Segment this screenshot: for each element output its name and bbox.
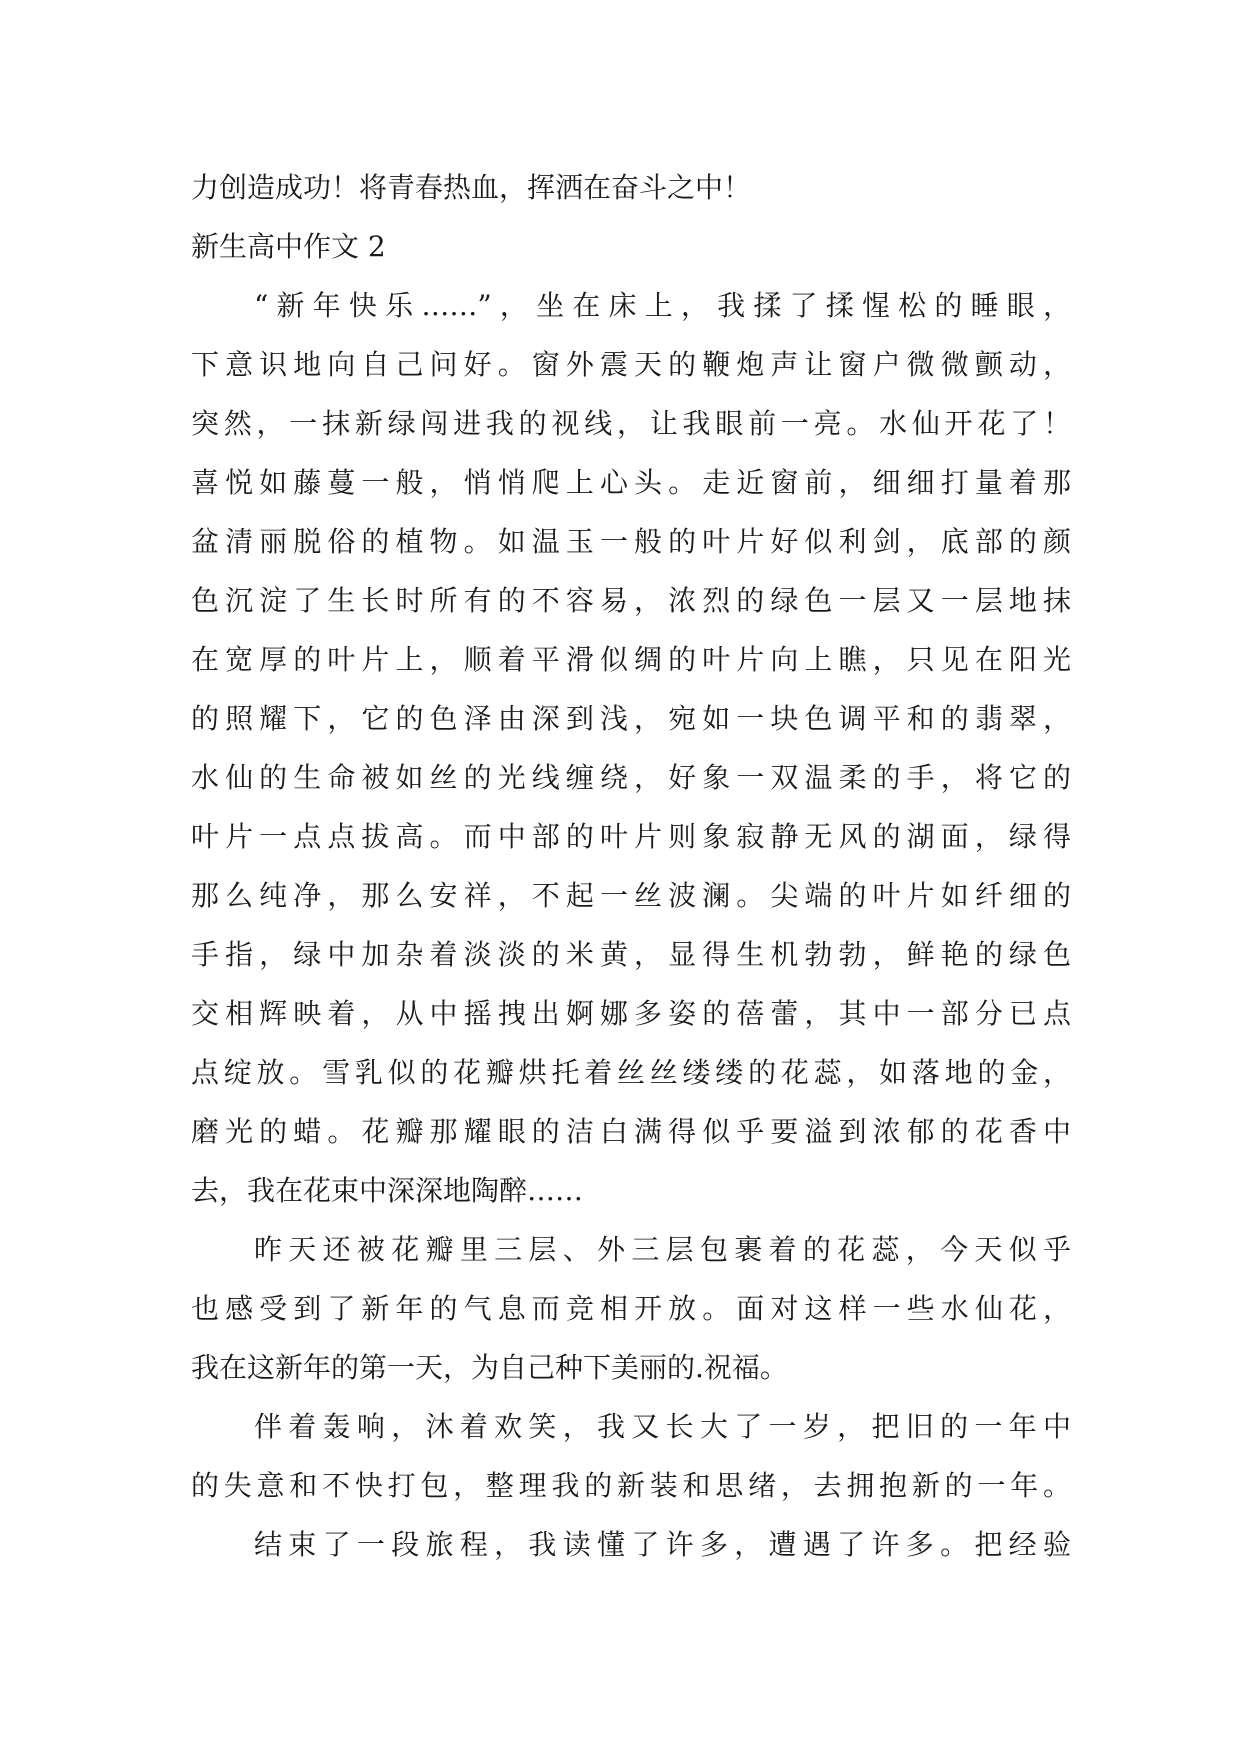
- text-line: 我在这新年的第一天，为自己种下美丽的.祝福。: [191, 1351, 788, 1384]
- text-line: 伴着轰响，沐着欢笑，我又长大了一岁，把旧的一年中: [254, 1410, 1071, 1443]
- text-line: 盆清丽脱俗的植物。如温玉一般的叶片好似利剑，底部的颜: [191, 525, 1071, 558]
- text-line: 的照耀下，它的色泽由深到浅，宛如一块色调平和的翡翠，: [191, 702, 1071, 735]
- text-line: 磨光的蜡。花瓣那耀眼的洁白满得似乎要溢到浓郁的花香中: [191, 1115, 1071, 1148]
- text-line: 昨天还被花瓣里三层、外三层包裹着的花蕊，今天似乎: [254, 1233, 1071, 1266]
- section-heading: 新生高中作文 2: [191, 230, 386, 263]
- text-line: 喜悦如藤蔓一般，悄悄爬上心头。走近窗前，细细打量着那: [191, 466, 1071, 499]
- text-line: 那么纯净，那么安祥，不起一丝波澜。尖端的叶片如纤细的: [191, 879, 1071, 912]
- text-line: 手指，绿中加杂着淡淡的米黄，显得生机勃勃，鲜艳的绿色: [191, 938, 1071, 971]
- text-line: 叶片一点点拔高。而中部的叶片则象寂静无风的湖面，绿得: [191, 820, 1071, 853]
- text-line: 下意识地向自己问好。窗外震天的鞭炮声让窗户微微颤动，: [191, 348, 1071, 381]
- text-line: 力创造成功！将青春热血，挥洒在奋斗之中！: [191, 171, 752, 204]
- text-line: 去，我在花束中深深地陶醉……: [191, 1174, 584, 1207]
- text-line: 水仙的生命被如丝的光线缠绕，好象一双温柔的手，将它的: [191, 761, 1071, 794]
- text-line: 在宽厚的叶片上，顺着平滑似绸的叶片向上瞧，只见在阳光: [191, 643, 1071, 676]
- text-line: 交相辉映着，从中摇拽出婀娜多姿的蓓蕾，其中一部分已点: [191, 997, 1071, 1030]
- text-line: “新年快乐……”，坐在床上，我揉了揉惺松的睡眼，: [254, 289, 1071, 322]
- text-line: 的失意和不快打包，整理我的新装和思绪，去拥抱新的一年。: [191, 1469, 1071, 1502]
- text-line: 点绽放。雪乳似的花瓣烘托着丝丝缕缕的花蕊，如落地的金，: [191, 1056, 1071, 1089]
- text-line: 突然，一抹新绿闯进我的视线，让我眼前一亮。水仙开花了！: [191, 407, 1071, 440]
- text-line: 色沉淀了生长时所有的不容易，浓烈的绿色一层又一层地抹: [191, 584, 1071, 617]
- text-line: 结束了一段旅程，我读懂了许多，遭遇了许多。把经验: [254, 1528, 1071, 1561]
- text-line: 也感受到了新年的气息而竞相开放。面对这样一些水仙花，: [191, 1292, 1071, 1325]
